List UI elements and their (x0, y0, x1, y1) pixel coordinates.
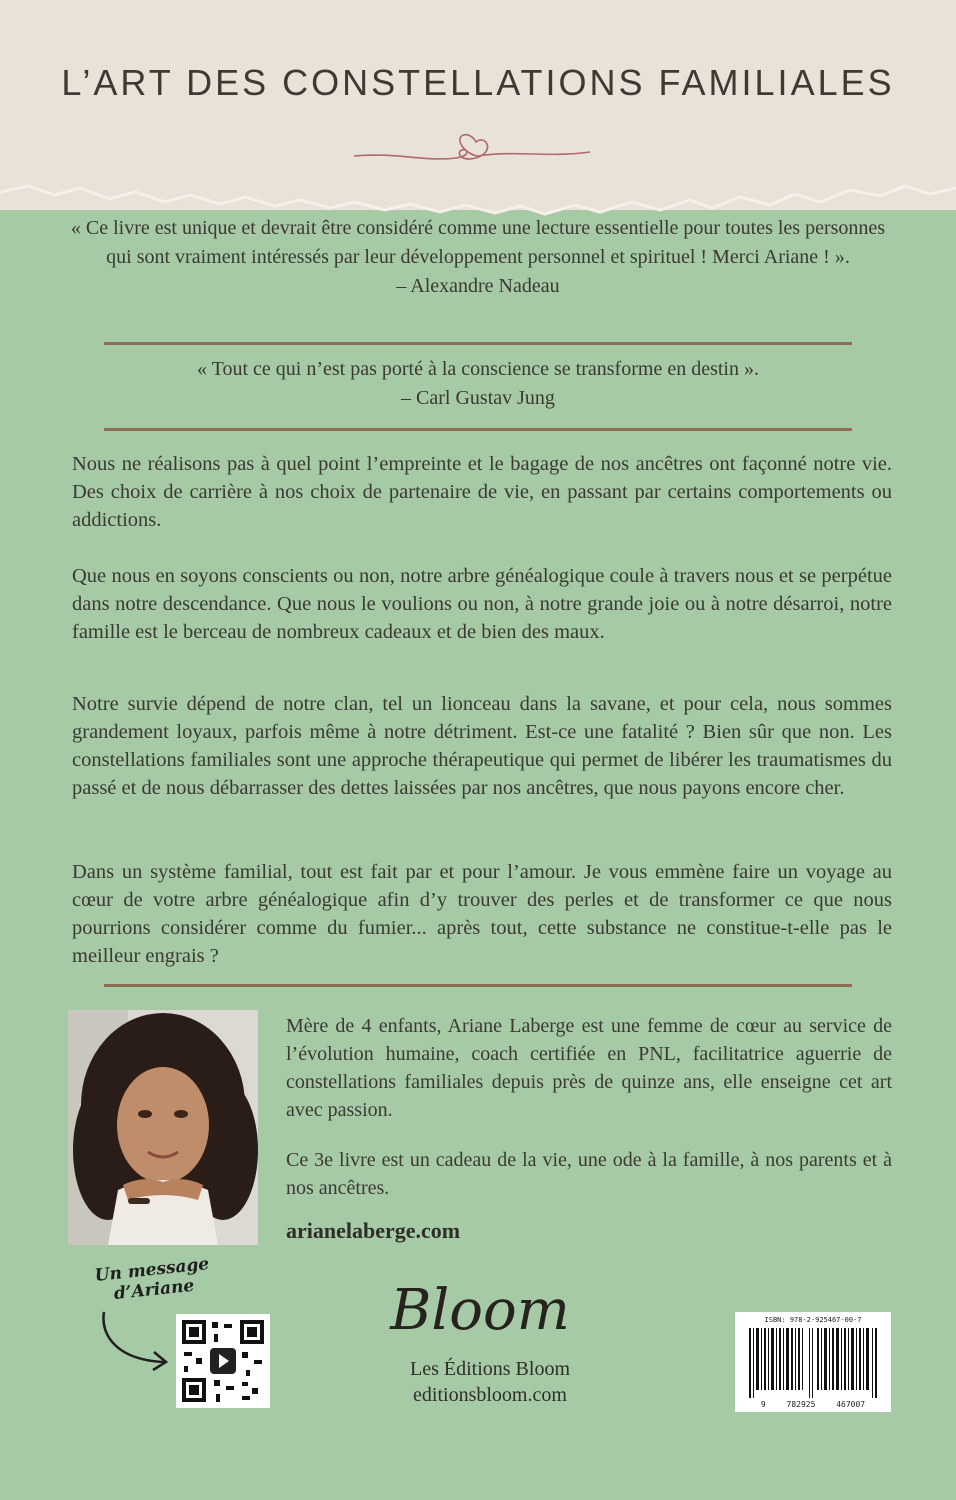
author-bio: Mère de 4 enfants, Ariane Laberge est une femme de cœur au service de l’évolution humaine, coach certifiée en PNL, facilitatrice aguerrie de constellations familiales depuis près de quinze ans, elle enseigne cet art avec passion. (286, 1015, 892, 1121)
quote-jung (60, 355, 896, 413)
book-title: L’ART DES CONSTELLATIONS FAMILIALES (61, 62, 895, 103)
quote-review (60, 214, 896, 301)
body-paragraph: Notre survie dépend de notre clan, tel un lionceau dans la savane, et pour cela, nous sommes grandement loyaux, parfois même à notre détriment. Est-ce une fatalité ? Bien sûr que non. Les constellations familiales sont une approche thérapeutique qui permet de libérer les traumatismes du passé et de nous débarrasser des dettes laissées par nos ancêtres, que nous payons encore cher. (72, 693, 892, 799)
publisher-website[interactable]: editionsbloom.com (413, 1384, 567, 1406)
body-paragraph: Que nous en soyons conscients ou non, notre arbre généalogique coule à travers nous et se perpétue dans notre descendance. Que nous le voulions ou non, à notre grande joie ou à notre désarroi, notre famille est le berceau de nombreux cadeaux et de bien des maux. (72, 565, 892, 643)
author-website[interactable]: arianelaberge.com (286, 1218, 461, 1243)
quote-text: « Tout ce qui n’est pas porté à la conscience se transforme en destin ». (197, 358, 759, 380)
arrow-icon (98, 1306, 178, 1376)
quote-author: – Alexandre Nadeau (396, 275, 560, 297)
publisher-name: Les Éditions Bloom (410, 1358, 570, 1380)
quote-author: – Carl Gustav Jung (401, 387, 555, 409)
divider (104, 984, 852, 987)
qr-code-icon (176, 1314, 270, 1408)
body-paragraph: Nous ne réalisons pas à quel point l’empreinte et le bagage de nos ancêtres ont façonné notre vie. Des choix de carrière à nos choix de partenaire de vie, en passant par certains comportements ou addictions. (72, 453, 892, 531)
message-note: Un message d’Ariane (93, 1254, 211, 1305)
author-photo (68, 1010, 258, 1245)
heart-flourish-icon (346, 112, 596, 172)
divider (104, 428, 852, 431)
qr-code[interactable] (176, 1314, 270, 1408)
quote-text: « Ce livre est unique et devrait être considéré comme une lecture essentielle pour toutes les personnes qui sont vraiment intéressés par leur développement personnel et spirituel ! Merci Ariane ! ». (70, 217, 886, 268)
barcode (735, 1312, 891, 1412)
body-paragraph: Dans un système familial, tout est fait par et pour l’amour. Je vous emmène faire un voyage au cœur de votre arbre généalogique afin d’y trouver des perles et de transformer ce que nous pourrions considérer comme du fumier... après tout, cette substance ne constitue-t-elle pas le meilleur engrais ? (72, 861, 892, 967)
barcode-icon (735, 1312, 891, 1412)
isbn-label: ISBN: 978-2-925467-00-7 (764, 1316, 862, 1324)
divider (104, 342, 852, 345)
barcode-digits: 9 782925 467007 (760, 1400, 866, 1409)
author-bio: Ce 3e livre est un cadeau de la vie, une ode à la famille, à nos parents et à nos ancêtres. (286, 1149, 892, 1199)
publisher-logo: Bloom (390, 1278, 570, 1343)
